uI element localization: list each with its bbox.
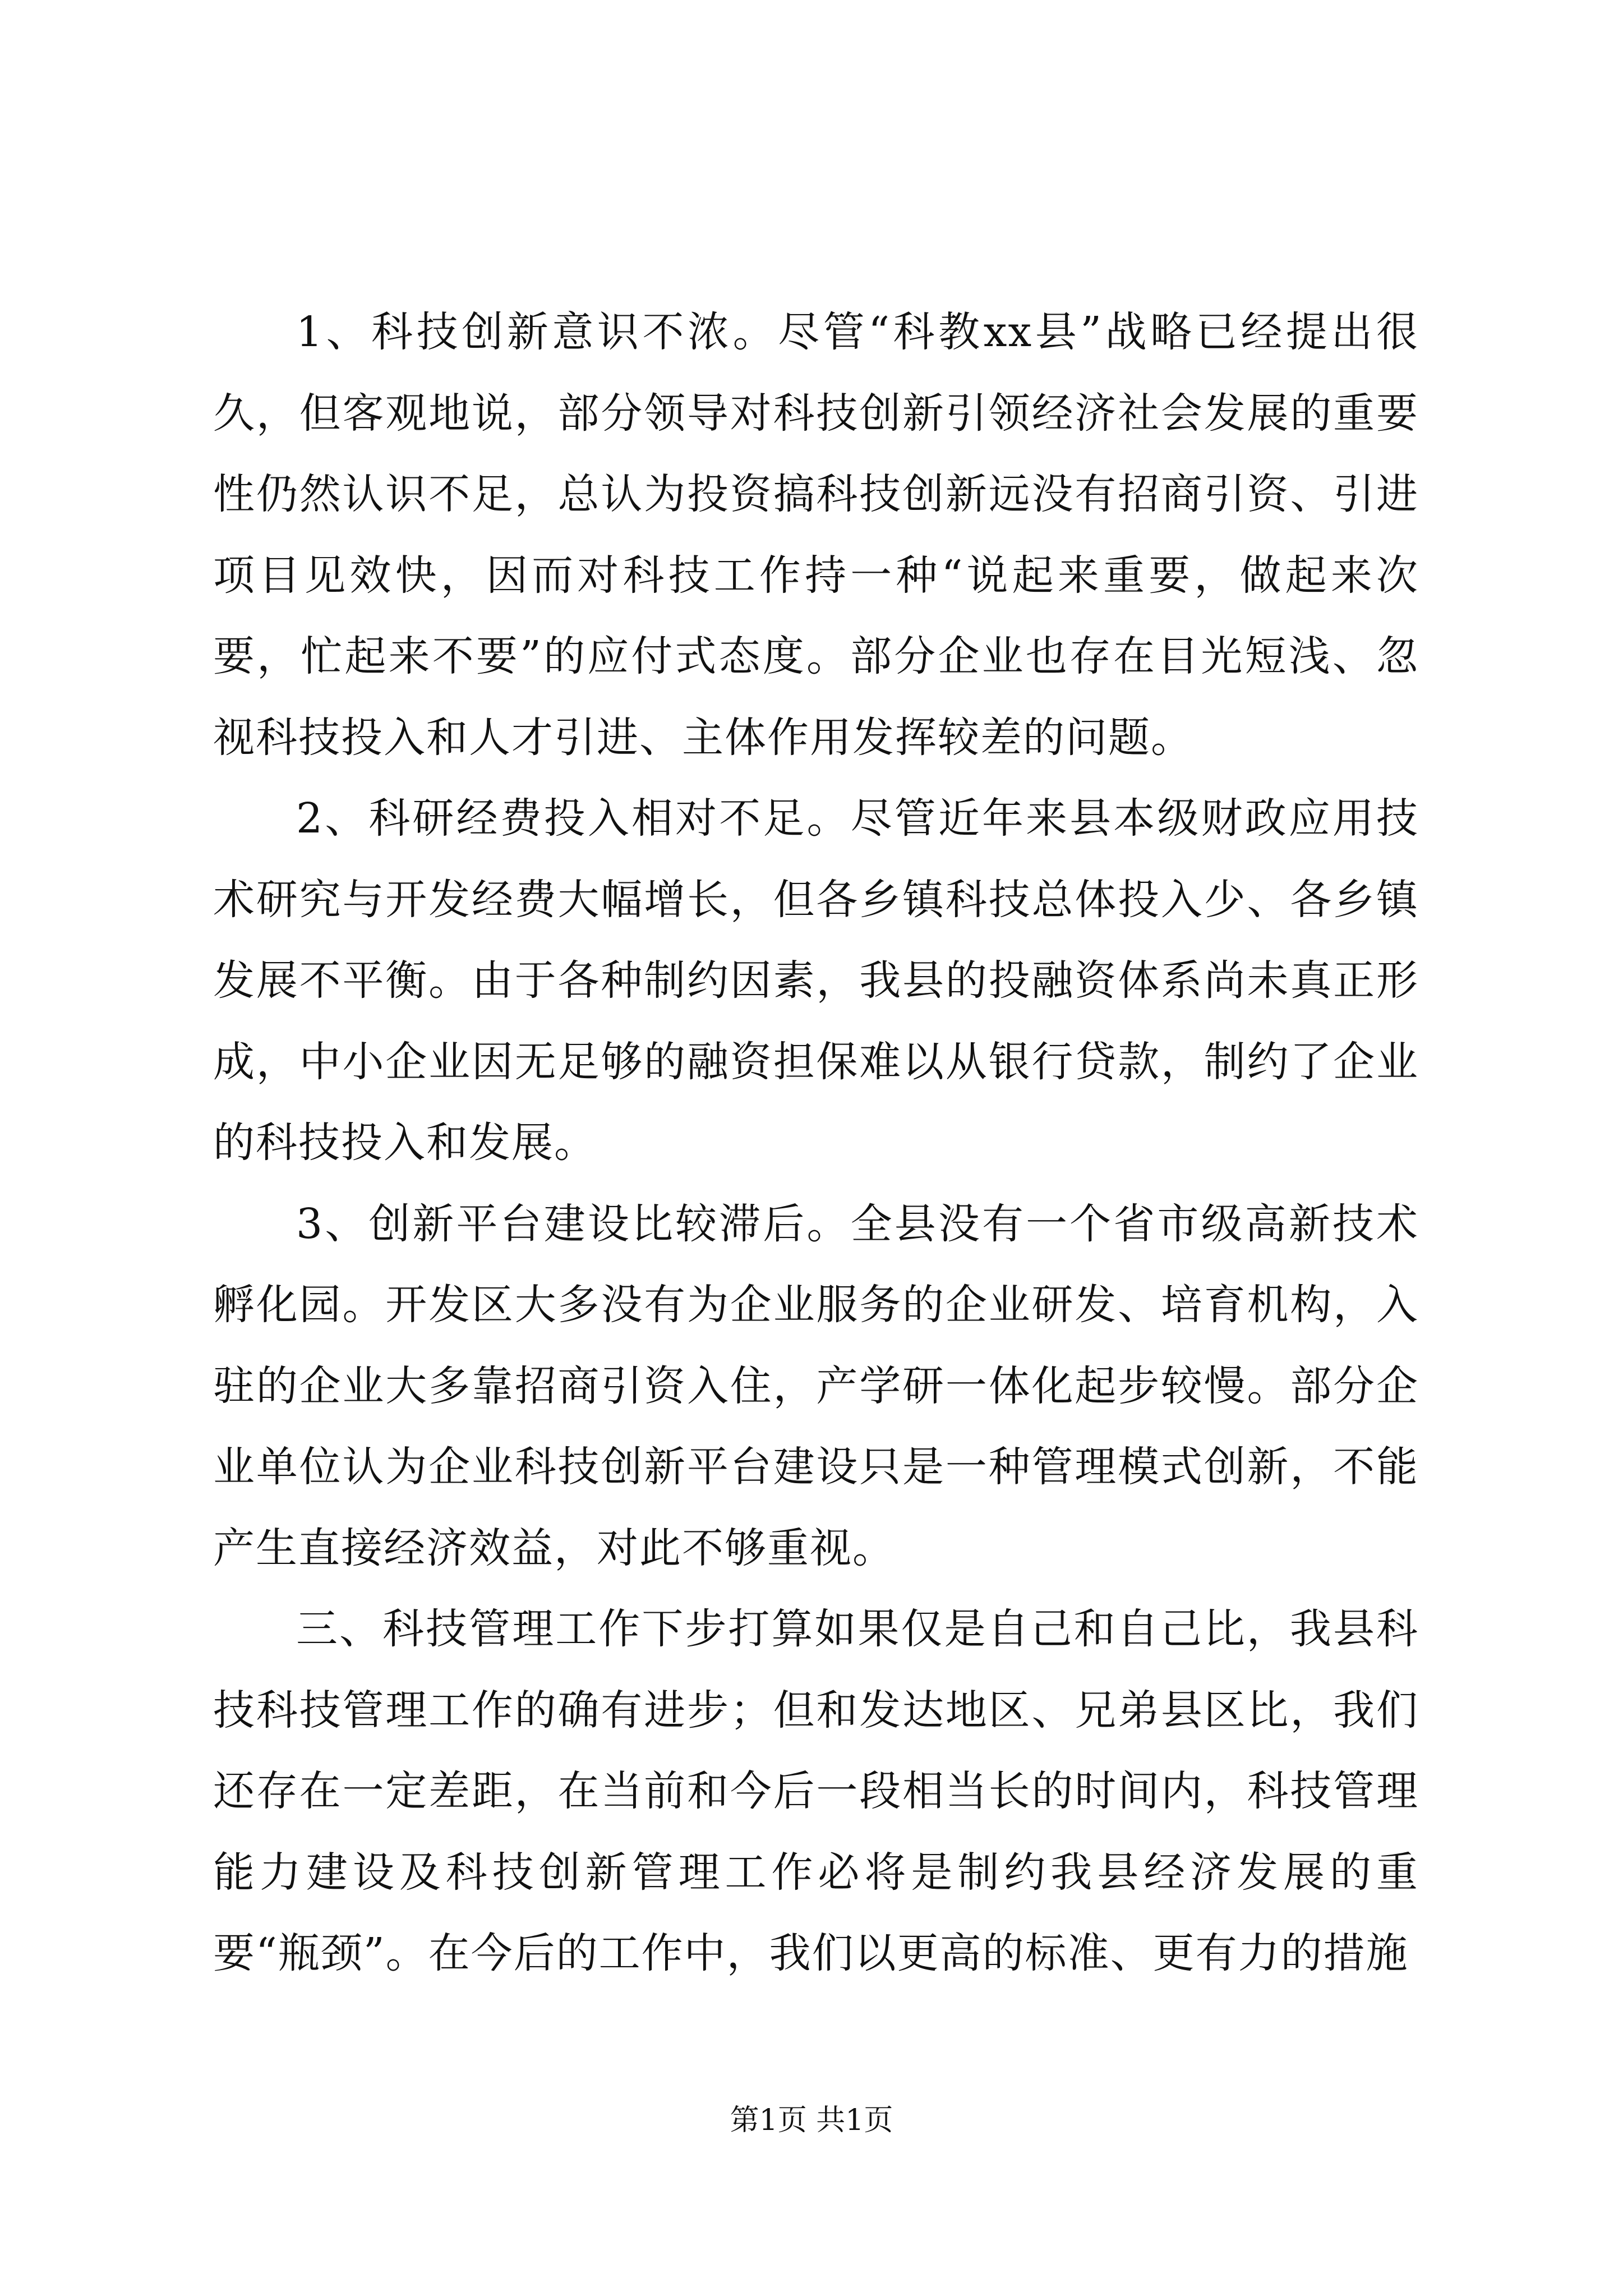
- paragraph-4: 三、科技管理工作下步打算如果仅是自己和自己比，我县科技科技管理工作的确有进步；但和发达地区、兄弟县区比，我们还存在一定差距，在当前和今后一段相当长的时间内，科技管理能力建设及科技创新管理工作必将是制约我县经济发展的重要“瓶颈”。在今后的工作中，我们以更高的标准、更有力的措施: [213, 1605, 1419, 1977]
- page-footer: 第1页 共1页: [730, 2104, 893, 2137]
- document-body: [213, 292, 1419, 1994]
- paragraph-1: 1、科技创新意识不浓。尽管“科教xx县”战略已经提出很久，但客观地说，部分领导对科技创新引领经济社会发展的重要性仍然认识不足，总认为投资搞科技创新远没有招商引资、引进项目见效快，因而对科技工作持一种“说起来重要，做起来次要，忙起来不要”的应付式态度。部分企业也存在目光短浅、忽视科技投入和人才引进、主体作用发挥较差的问题。: [213, 308, 1419, 762]
- paragraph-2: 2、科研经费投入相对不足。尽管近年来县本级财政应用技术研究与开发经费大幅增长，但各乡镇科技总体投入少、各乡镇发展不平衡。由于各种制约因素，我县的投融资体系尚未真正形成，中小企业因无足够的融资担保难以从银行贷款，制约了企业的科技投入和发展。: [213, 794, 1419, 1167]
- paragraph-3: 3、创新平台建设比较滞后。全县没有一个省市级高新技术孵化园。开发区大多没有为企业服务的企业研发、培育机构，入驻的企业大多靠招商引资入住，产学研一体化起步较慢。部分企业单位认为企业科技创新平台建设只是一种管理模式创新，不能产生直接经济效益，对此不够重视。: [213, 1199, 1419, 1572]
